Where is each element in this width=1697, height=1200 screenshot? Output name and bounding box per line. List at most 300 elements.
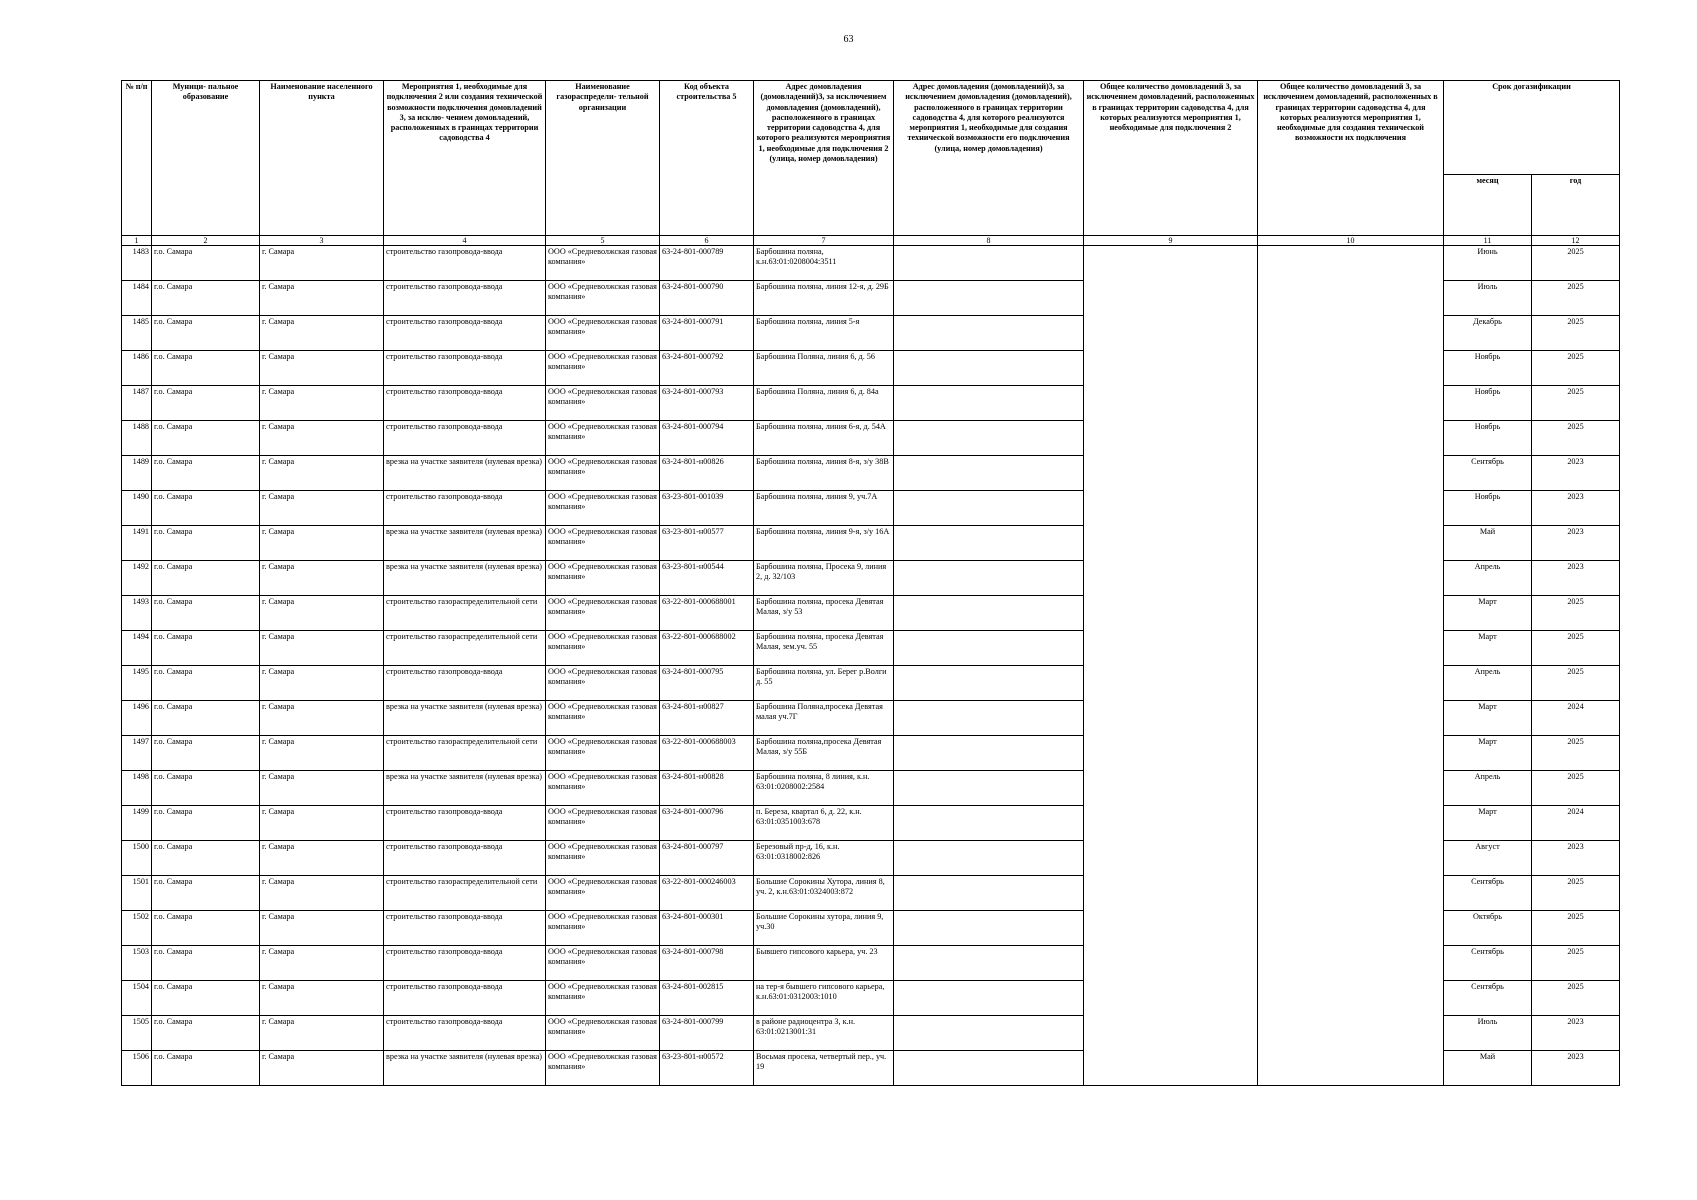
cell-municipality: г.о. Самара — [152, 736, 260, 771]
cell-address: в районе радиоцентра 3, к.н. 63:01:0213001:31 — [754, 1016, 894, 1051]
table-row — [122, 281, 1620, 316]
cell-address-technical — [894, 456, 1084, 491]
cell-municipality: г.о. Самара — [152, 701, 260, 736]
cell-month: Март — [1444, 631, 1532, 666]
cell-event: строительство газопровода-ввода — [384, 491, 546, 526]
cell-settlement: г. Самара — [260, 596, 384, 631]
cell-year: 2025 — [1532, 351, 1620, 386]
cell-month: Октябрь — [1444, 911, 1532, 946]
cell-event: врезка на участке заявителя (нулевая врезка) — [384, 561, 546, 596]
cell-address-technical — [894, 701, 1084, 736]
cell-event: врезка на участке заявителя (нулевая врезка) — [384, 456, 546, 491]
cell-month: Май — [1444, 526, 1532, 561]
cell-event: строительство газопровода-ввода — [384, 421, 546, 456]
cell-count-connection — [1084, 596, 1258, 631]
cell-month: Сентябрь — [1444, 456, 1532, 491]
cell-gas-organization: ООО «Средневолжская газовая компания» — [546, 491, 660, 526]
cell-year: 2024 — [1532, 806, 1620, 841]
cell-gas-organization: ООО «Средневолжская газовая компания» — [546, 1051, 660, 1086]
header-municipality: Муници- пальное образование — [152, 81, 260, 236]
cell-count-technical — [1258, 911, 1444, 946]
cell-row-number: 1503 — [122, 946, 152, 981]
cell-municipality: г.о. Самара — [152, 806, 260, 841]
cell-municipality: г.о. Самара — [152, 526, 260, 561]
cell-year: 2024 — [1532, 701, 1620, 736]
header-gas-organization: Наименование газораспредели- тельной организации — [546, 81, 660, 236]
cell-month: Март — [1444, 701, 1532, 736]
cell-address-technical — [894, 911, 1084, 946]
cell-count-technical — [1258, 771, 1444, 806]
cell-municipality: г.о. Самара — [152, 1051, 260, 1086]
cell-count-connection — [1084, 491, 1258, 526]
cell-row-number: 1483 — [122, 246, 152, 281]
cell-object-code: 63-23-801-н00572 — [660, 1051, 754, 1086]
cell-month: Сентябрь — [1444, 946, 1532, 981]
cell-settlement: г. Самара — [260, 421, 384, 456]
cell-row-number: 1492 — [122, 561, 152, 596]
cell-year: 2025 — [1532, 736, 1620, 771]
cell-municipality: г.о. Самара — [152, 631, 260, 666]
cell-count-technical — [1258, 1016, 1444, 1051]
cell-address: Барбошина поляна, просека Девятая Малая, зем.уч. 55 — [754, 631, 894, 666]
cell-row-number: 1498 — [122, 771, 152, 806]
cell-row-number: 1500 — [122, 841, 152, 876]
cell-object-code: 63-23-801-001039 — [660, 491, 754, 526]
cell-municipality: г.о. Самара — [152, 596, 260, 631]
cell-address: Барбошина Поляна,просека Девятая малая уч.7Г — [754, 701, 894, 736]
cell-gas-organization: ООО «Средневолжская газовая компания» — [546, 631, 660, 666]
cell-event: строительство газораспределительной сети — [384, 876, 546, 911]
cell-address-technical — [894, 596, 1084, 631]
cell-gas-organization: ООО «Средневолжская газовая компания» — [546, 351, 660, 386]
cell-count-connection — [1084, 316, 1258, 351]
cell-object-code: 63-24-801-000793 — [660, 386, 754, 421]
cell-count-technical — [1258, 386, 1444, 421]
column-number: 11 — [1444, 236, 1532, 246]
cell-municipality: г.о. Самара — [152, 981, 260, 1016]
cell-count-technical — [1258, 841, 1444, 876]
cell-address-technical — [894, 421, 1084, 456]
table-row — [122, 946, 1620, 981]
cell-municipality: г.о. Самара — [152, 421, 260, 456]
cell-year: 2023 — [1532, 561, 1620, 596]
cell-municipality: г.о. Самара — [152, 1016, 260, 1051]
cell-settlement: г. Самара — [260, 246, 384, 281]
cell-gas-organization: ООО «Средневолжская газовая компания» — [546, 596, 660, 631]
cell-year: 2023 — [1532, 1051, 1620, 1086]
cell-address-technical — [894, 806, 1084, 841]
cell-gas-organization: ООО «Средневолжская газовая компания» — [546, 316, 660, 351]
cell-gas-organization: ООО «Средневолжская газовая компания» — [546, 981, 660, 1016]
cell-month: Март — [1444, 596, 1532, 631]
table-row — [122, 911, 1620, 946]
cell-object-code: 63-24-801-н00826 — [660, 456, 754, 491]
cell-year: 2025 — [1532, 876, 1620, 911]
header-count-technical: Общее количество домовладений 3, за исключением домовладений, расположенных в границах территории садоводства 4, для которых реализуются мероприятия 1, необходимые для создания технической возможности их подключения — [1258, 81, 1444, 236]
cell-address: Барбошина поляна, линия 12-я, д. 29Б — [754, 281, 894, 316]
cell-month: Ноябрь — [1444, 491, 1532, 526]
cell-month: Июнь — [1444, 246, 1532, 281]
cell-settlement: г. Самара — [260, 386, 384, 421]
cell-count-technical — [1258, 421, 1444, 456]
cell-address: Барбошина поляна, к.н.63:01:0208004:3511 — [754, 246, 894, 281]
header-month: месяц — [1444, 174, 1532, 235]
cell-gas-organization: ООО «Средневолжская газовая компания» — [546, 1016, 660, 1051]
header-count-connection: Общее количество домовладений 3, за исключением домовладений, расположенных в границах территории садоводства 4, для которых реализуются мероприятия 1, необходимые для подключения 2 — [1084, 81, 1258, 236]
cell-event: строительство газопровода-ввода — [384, 246, 546, 281]
header-settlement: Наименование населенного пункта — [260, 81, 384, 236]
cell-row-number: 1504 — [122, 981, 152, 1016]
cell-object-code: 63-24-801-000797 — [660, 841, 754, 876]
table-row — [122, 386, 1620, 421]
cell-year: 2025 — [1532, 386, 1620, 421]
cell-year: 2025 — [1532, 666, 1620, 701]
cell-year: 2023 — [1532, 1016, 1620, 1051]
cell-gas-organization: ООО «Средневолжская газовая компания» — [546, 876, 660, 911]
cell-row-number: 1488 — [122, 421, 152, 456]
cell-month: Ноябрь — [1444, 386, 1532, 421]
table-row — [122, 1051, 1620, 1086]
cell-count-connection — [1084, 561, 1258, 596]
cell-address-technical — [894, 981, 1084, 1016]
cell-count-technical — [1258, 281, 1444, 316]
cell-address: Восьмая просека, четвертый пер., уч. 19 — [754, 1051, 894, 1086]
cell-address-technical — [894, 666, 1084, 701]
cell-settlement: г. Самара — [260, 1016, 384, 1051]
cell-event: строительство газораспределительной сети — [384, 631, 546, 666]
cell-municipality: г.о. Самара — [152, 386, 260, 421]
cell-object-code: 63-22-801-000246003 — [660, 876, 754, 911]
cell-object-code: 63-24-801-000791 — [660, 316, 754, 351]
table-row — [122, 456, 1620, 491]
cell-address: Барбошина поляна, ул. Берег р.Волги д. 55 — [754, 666, 894, 701]
cell-count-connection — [1084, 666, 1258, 701]
cell-month: Декабрь — [1444, 316, 1532, 351]
cell-municipality: г.о. Самара — [152, 771, 260, 806]
cell-settlement: г. Самара — [260, 806, 384, 841]
cell-settlement: г. Самара — [260, 561, 384, 596]
cell-address-technical — [894, 246, 1084, 281]
cell-year: 2025 — [1532, 596, 1620, 631]
cell-address-technical — [894, 841, 1084, 876]
page-number: 63 — [843, 34, 854, 45]
cell-count-technical — [1258, 631, 1444, 666]
cell-gas-organization: ООО «Средневолжская газовая компания» — [546, 666, 660, 701]
cell-row-number: 1487 — [122, 386, 152, 421]
cell-object-code: 63-24-801-000790 — [660, 281, 754, 316]
cell-event: строительство газопровода-ввода — [384, 281, 546, 316]
cell-address: Большие Сорокины Хутора, линия 8, уч. 2, к.н.63:01:0324003:872 — [754, 876, 894, 911]
cell-object-code: 63-22-801-000688003 — [660, 736, 754, 771]
table-row — [122, 771, 1620, 806]
cell-gas-organization: ООО «Средневолжская газовая компания» — [546, 701, 660, 736]
column-number: 8 — [894, 236, 1084, 246]
cell-count-technical — [1258, 561, 1444, 596]
cell-gas-organization: ООО «Средневолжская газовая компания» — [546, 456, 660, 491]
cell-municipality: г.о. Самара — [152, 246, 260, 281]
cell-address: Бывшего гипсового карьера, уч. 23 — [754, 946, 894, 981]
cell-count-technical — [1258, 1051, 1444, 1086]
table-row — [122, 736, 1620, 771]
cell-gas-organization: ООО «Средневолжская газовая компания» — [546, 421, 660, 456]
header-object-code: Код объекта строительства 5 — [660, 81, 754, 236]
cell-settlement: г. Самара — [260, 351, 384, 386]
cell-object-code: 63-24-801-000799 — [660, 1016, 754, 1051]
cell-count-connection — [1084, 981, 1258, 1016]
cell-municipality: г.о. Самара — [152, 456, 260, 491]
cell-count-connection — [1084, 701, 1258, 736]
cell-address: Барбошина поляна, 8 линия, к.н. 63:01:0208002:2584 — [754, 771, 894, 806]
cell-count-connection — [1084, 771, 1258, 806]
cell-object-code: 63-24-801-002815 — [660, 981, 754, 1016]
cell-address: Барбошина Поляна, линия 6, д. 56 — [754, 351, 894, 386]
cell-count-connection — [1084, 281, 1258, 316]
column-number: 5 — [546, 236, 660, 246]
cell-count-connection — [1084, 1051, 1258, 1086]
cell-count-connection — [1084, 456, 1258, 491]
table-row — [122, 841, 1620, 876]
cell-count-technical — [1258, 981, 1444, 1016]
cell-gas-organization: ООО «Средневолжская газовая компания» — [546, 841, 660, 876]
cell-address: Барбошина поляна,просека Девятая Малая, з/у 55Б — [754, 736, 894, 771]
table-row — [122, 491, 1620, 526]
cell-event: врезка на участке заявителя (нулевая врезка) — [384, 1051, 546, 1086]
cell-year: 2023 — [1532, 526, 1620, 561]
cell-month: Сентябрь — [1444, 876, 1532, 911]
cell-count-connection — [1084, 631, 1258, 666]
cell-year: 2025 — [1532, 631, 1620, 666]
cell-month: Ноябрь — [1444, 351, 1532, 386]
cell-address: Барбошина поляна, линия 5-я — [754, 316, 894, 351]
column-number: 4 — [384, 236, 546, 246]
cell-gas-organization: ООО «Средневолжская газовая компания» — [546, 386, 660, 421]
cell-count-connection — [1084, 876, 1258, 911]
cell-event: врезка на участке заявителя (нулевая врезка) — [384, 701, 546, 736]
cell-count-connection — [1084, 526, 1258, 561]
cell-address-technical — [894, 281, 1084, 316]
cell-count-connection — [1084, 806, 1258, 841]
cell-address: Барбошина поляна, линия 8-я, з/у 38В — [754, 456, 894, 491]
cell-object-code: 63-22-801-000688002 — [660, 631, 754, 666]
cell-event: строительство газопровода-ввода — [384, 841, 546, 876]
table-row — [122, 561, 1620, 596]
cell-count-technical — [1258, 491, 1444, 526]
cell-object-code: 63-23-801-н00577 — [660, 526, 754, 561]
cell-municipality: г.о. Самара — [152, 281, 260, 316]
cell-gas-organization: ООО «Средневолжская газовая компания» — [546, 736, 660, 771]
cell-month: Июль — [1444, 281, 1532, 316]
cell-year: 2025 — [1532, 421, 1620, 456]
cell-object-code: 63-24-801-000789 — [660, 246, 754, 281]
cell-count-technical — [1258, 596, 1444, 631]
table-row — [122, 526, 1620, 561]
cell-count-connection — [1084, 841, 1258, 876]
table-row — [122, 246, 1620, 281]
cell-object-code: 63-24-801-000795 — [660, 666, 754, 701]
cell-object-code: 63-24-801-000796 — [660, 806, 754, 841]
cell-settlement: г. Самара — [260, 631, 384, 666]
cell-gas-organization: ООО «Средневолжская газовая компания» — [546, 771, 660, 806]
column-number: 6 — [660, 236, 754, 246]
cell-address: на тер-я бывшего гипсового карьера, к.н.63:01:0312003:1010 — [754, 981, 894, 1016]
cell-event: строительство газопровода-ввода — [384, 316, 546, 351]
cell-settlement: г. Самара — [260, 876, 384, 911]
cell-address-technical — [894, 386, 1084, 421]
cell-object-code: 63-24-801-н00828 — [660, 771, 754, 806]
cell-address-technical — [894, 491, 1084, 526]
cell-count-connection — [1084, 1016, 1258, 1051]
cell-address-technical — [894, 876, 1084, 911]
cell-address-technical — [894, 946, 1084, 981]
header-address-connection: Адрес домовладения (домовладений)3, за исключением домовладения (домовладений), расположенного в границах территории садоводства 4, для которого реализуются мероприятия 1, необходимые для подключения 2 (улица, номер домовладения) — [754, 81, 894, 236]
cell-object-code: 63-24-801-000792 — [660, 351, 754, 386]
header-year: год — [1532, 174, 1620, 235]
cell-row-number: 1506 — [122, 1051, 152, 1086]
table-row — [122, 421, 1620, 456]
header-period: Срок догазификации — [1444, 81, 1620, 175]
cell-address: Барбошина поляна, просека Девятая Малая, з/у 53 — [754, 596, 894, 631]
cell-municipality: г.о. Самара — [152, 316, 260, 351]
cell-month: Май — [1444, 1051, 1532, 1086]
cell-municipality: г.о. Самара — [152, 561, 260, 596]
cell-address-technical — [894, 351, 1084, 386]
cell-count-connection — [1084, 736, 1258, 771]
cell-address: Барбошина поляна, Просека 9, линия 2, д. 32/103 — [754, 561, 894, 596]
cell-address: Березовый пр-д, 16, к.н. 63:01:0318002:826 — [754, 841, 894, 876]
cell-address: Барбошина поляна, линия 9-я, з/у 16А — [754, 526, 894, 561]
cell-settlement: г. Самара — [260, 946, 384, 981]
cell-settlement: г. Самара — [260, 771, 384, 806]
table-row — [122, 876, 1620, 911]
cell-year: 2025 — [1532, 981, 1620, 1016]
cell-settlement: г. Самара — [260, 1051, 384, 1086]
cell-address-technical — [894, 736, 1084, 771]
cell-address-technical — [894, 771, 1084, 806]
cell-year: 2025 — [1532, 946, 1620, 981]
cell-year: 2025 — [1532, 281, 1620, 316]
cell-event: врезка на участке заявителя (нулевая врезка) — [384, 771, 546, 806]
cell-municipality: г.о. Самара — [152, 876, 260, 911]
cell-settlement: г. Самара — [260, 491, 384, 526]
table-row — [122, 631, 1620, 666]
table-row — [122, 806, 1620, 841]
cell-address: Барбошина Поляна, линия 6, д. 84а — [754, 386, 894, 421]
table-row — [122, 701, 1620, 736]
cell-address-technical — [894, 631, 1084, 666]
cell-row-number: 1495 — [122, 666, 152, 701]
cell-address: п. Береза, квартал 6, д. 22, к.н. 63:01:0351003:678 — [754, 806, 894, 841]
cell-event: строительство газопровода-ввода — [384, 1016, 546, 1051]
cell-row-number: 1485 — [122, 316, 152, 351]
cell-year: 2025 — [1532, 911, 1620, 946]
cell-gas-organization: ООО «Средневолжская газовая компания» — [546, 561, 660, 596]
cell-year: 2025 — [1532, 316, 1620, 351]
cell-month: Март — [1444, 806, 1532, 841]
column-number: 7 — [754, 236, 894, 246]
cell-municipality: г.о. Самара — [152, 666, 260, 701]
cell-event: строительство газопровода-ввода — [384, 806, 546, 841]
table-row — [122, 351, 1620, 386]
cell-count-technical — [1258, 701, 1444, 736]
cell-row-number: 1502 — [122, 911, 152, 946]
cell-settlement: г. Самара — [260, 456, 384, 491]
cell-gas-organization: ООО «Средневолжская газовая компания» — [546, 281, 660, 316]
header-number: № п/п — [122, 81, 152, 236]
cell-gas-organization: ООО «Средневолжская газовая компания» — [546, 911, 660, 946]
cell-address-technical — [894, 1051, 1084, 1086]
cell-count-technical — [1258, 736, 1444, 771]
cell-object-code: 63-24-801-000798 — [660, 946, 754, 981]
cell-row-number: 1505 — [122, 1016, 152, 1051]
cell-row-number: 1494 — [122, 631, 152, 666]
cell-address: Барбошина поляна, линия 9, уч.7А — [754, 491, 894, 526]
cell-row-number: 1490 — [122, 491, 152, 526]
cell-count-technical — [1258, 666, 1444, 701]
cell-count-technical — [1258, 316, 1444, 351]
cell-settlement: г. Самара — [260, 981, 384, 1016]
cell-municipality: г.о. Самара — [152, 946, 260, 981]
cell-event: врезка на участке заявителя (нулевая врезка) — [384, 526, 546, 561]
column-number: 1 — [122, 236, 152, 246]
cell-settlement: г. Самара — [260, 911, 384, 946]
cell-object-code: 63-23-801-н00544 — [660, 561, 754, 596]
cell-row-number: 1497 — [122, 736, 152, 771]
column-number: 2 — [152, 236, 260, 246]
cell-count-technical — [1258, 526, 1444, 561]
cell-count-connection — [1084, 351, 1258, 386]
header-address-technical: Адрес домовладения (домовладений)3, за исключением домовладения (домовладений), расположенного в границах территории садоводства 4, для которого реализуются мероприятия 1, необходимые для создания технической возможности его подключения (улица, номер домовладения) — [894, 81, 1084, 236]
cell-row-number: 1493 — [122, 596, 152, 631]
cell-municipality: г.о. Самара — [152, 491, 260, 526]
cell-settlement: г. Самара — [260, 736, 384, 771]
cell-object-code: 63-24-801-н00827 — [660, 701, 754, 736]
cell-settlement: г. Самара — [260, 526, 384, 561]
cell-count-technical — [1258, 876, 1444, 911]
cell-month: Ноябрь — [1444, 421, 1532, 456]
cell-count-connection — [1084, 246, 1258, 281]
cell-row-number: 1486 — [122, 351, 152, 386]
cell-count-connection — [1084, 946, 1258, 981]
cell-object-code: 63-22-801-000688001 — [660, 596, 754, 631]
cell-settlement: г. Самара — [260, 281, 384, 316]
cell-event: строительство газопровода-ввода — [384, 946, 546, 981]
cell-event: строительство газопровода-ввода — [384, 911, 546, 946]
cell-municipality: г.о. Самара — [152, 351, 260, 386]
column-number: 9 — [1084, 236, 1258, 246]
cell-month: Июль — [1444, 1016, 1532, 1051]
cell-row-number: 1499 — [122, 806, 152, 841]
cell-year: 2025 — [1532, 246, 1620, 281]
gasification-table — [121, 80, 1620, 1086]
cell-event: строительство газопровода-ввода — [384, 666, 546, 701]
cell-gas-organization: ООО «Средневолжская газовая компания» — [546, 246, 660, 281]
cell-row-number: 1501 — [122, 876, 152, 911]
cell-month: Апрель — [1444, 771, 1532, 806]
cell-address-technical — [894, 316, 1084, 351]
cell-count-technical — [1258, 806, 1444, 841]
cell-municipality: г.о. Самара — [152, 841, 260, 876]
cell-address: Барбошина поляна, линия 6-я, д. 54А — [754, 421, 894, 456]
cell-count-connection — [1084, 386, 1258, 421]
cell-address-technical — [894, 1016, 1084, 1051]
cell-count-technical — [1258, 351, 1444, 386]
cell-month: Март — [1444, 736, 1532, 771]
cell-event: строительство газораспределительной сети — [384, 596, 546, 631]
cell-count-technical — [1258, 456, 1444, 491]
table-row — [122, 596, 1620, 631]
cell-object-code: 63-24-801-000301 — [660, 911, 754, 946]
cell-gas-organization: ООО «Средневолжская газовая компания» — [546, 526, 660, 561]
